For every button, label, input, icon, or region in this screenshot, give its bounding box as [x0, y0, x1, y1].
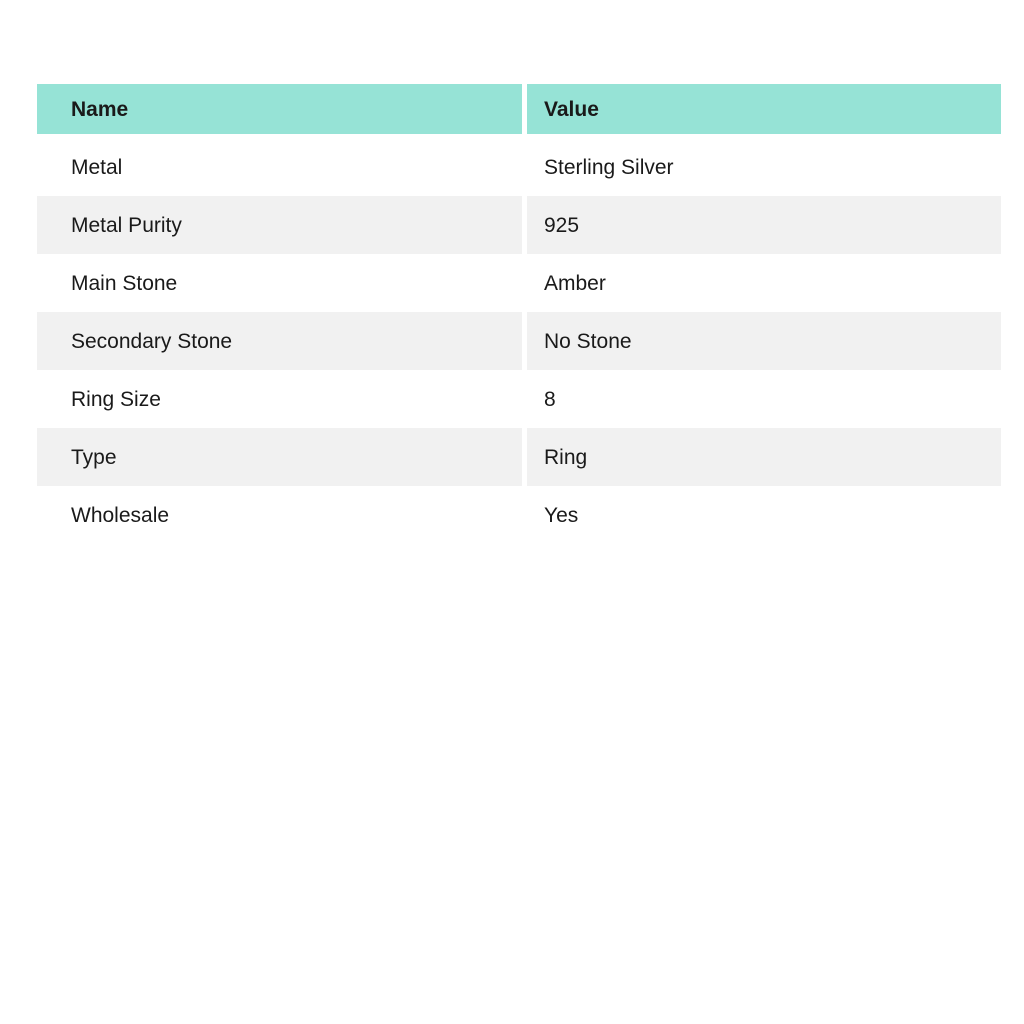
row-name-cell: Type: [37, 428, 522, 486]
table-row: [37, 370, 1001, 428]
row-name-cell: Metal Purity: [37, 196, 522, 254]
row-value-cell: No Stone: [527, 312, 1001, 370]
table-header-row: [37, 84, 1001, 134]
header-cell-value: Value: [527, 84, 1001, 134]
row-name-cell: Secondary Stone: [37, 312, 522, 370]
row-name-cell: Metal: [37, 138, 522, 196]
row-value-cell: Ring: [527, 428, 1001, 486]
row-value-cell: Amber: [527, 254, 1001, 312]
table-row: [37, 138, 1001, 196]
row-value-cell: 925: [527, 196, 1001, 254]
table-row: [37, 486, 1001, 544]
row-value-cell: Sterling Silver: [527, 138, 1001, 196]
row-value-cell: Yes: [527, 486, 1001, 544]
row-name-cell: Main Stone: [37, 254, 522, 312]
table-row: [37, 312, 1001, 370]
header-cell-name: Name: [37, 84, 522, 134]
table-row: [37, 254, 1001, 312]
table-row: [37, 196, 1001, 254]
row-name-cell: Ring Size: [37, 370, 522, 428]
table-row: [37, 428, 1001, 486]
row-value-cell: 8: [527, 370, 1001, 428]
attribute-table: [37, 84, 1001, 544]
row-name-cell: Wholesale: [37, 486, 522, 544]
